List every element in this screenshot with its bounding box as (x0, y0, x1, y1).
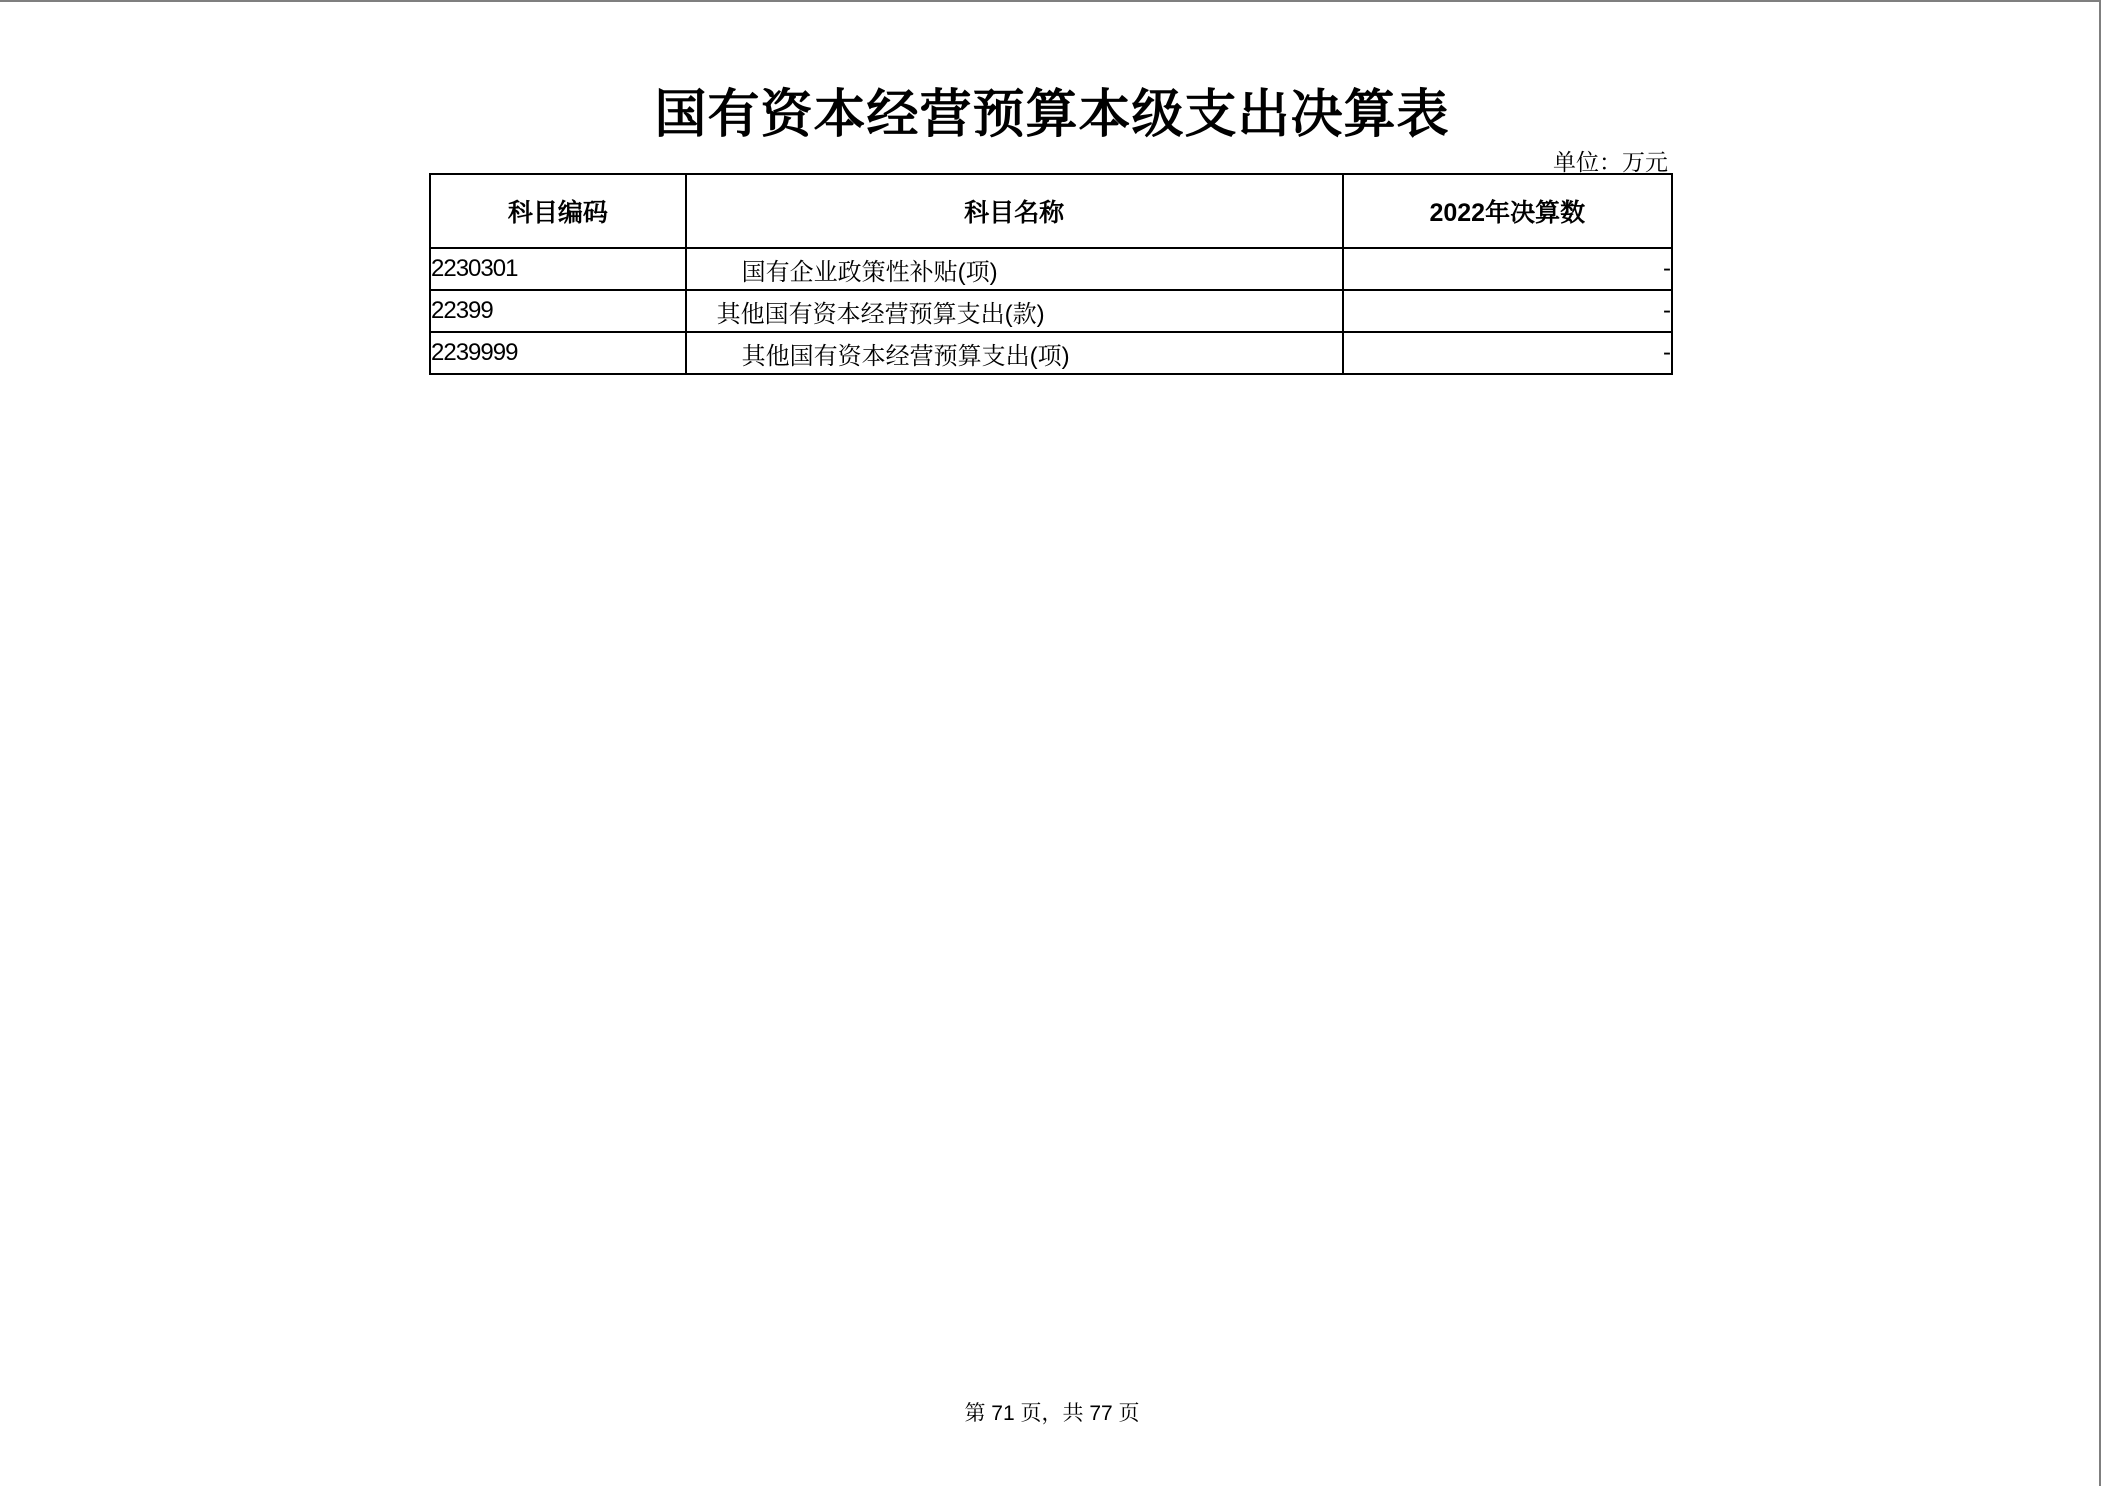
cell-name: 其他国有资本经营预算支出(款) (686, 290, 1343, 332)
table-header-row (430, 174, 1672, 248)
cell-code: 2239999 (430, 332, 686, 374)
page-title: 国有资本经营预算本级支出决算表 (654, 86, 1450, 144)
table-row (430, 248, 1672, 290)
page-footer: 第 71 页，共 77 页 (964, 1402, 1140, 1425)
column-header-amount: 2022年决算数 (1343, 174, 1672, 248)
cell-code: 2230301 (430, 248, 686, 290)
cell-name: 国有企业政策性补贴(项) (686, 248, 1343, 290)
column-header-name: 科目名称 (686, 174, 1343, 248)
cell-amount: - (1343, 290, 1672, 332)
cell-code: 22399 (430, 290, 686, 332)
cell-amount: - (1343, 248, 1672, 290)
unit-label: 单位：万元 (1553, 149, 1668, 175)
table-row (430, 332, 1672, 374)
cell-name: 其他国有资本经营预算支出(项) (686, 332, 1343, 374)
budget-table (429, 173, 1673, 375)
cell-amount: - (1343, 332, 1672, 374)
table-row (430, 290, 1672, 332)
column-header-code: 科目编码 (430, 174, 686, 248)
